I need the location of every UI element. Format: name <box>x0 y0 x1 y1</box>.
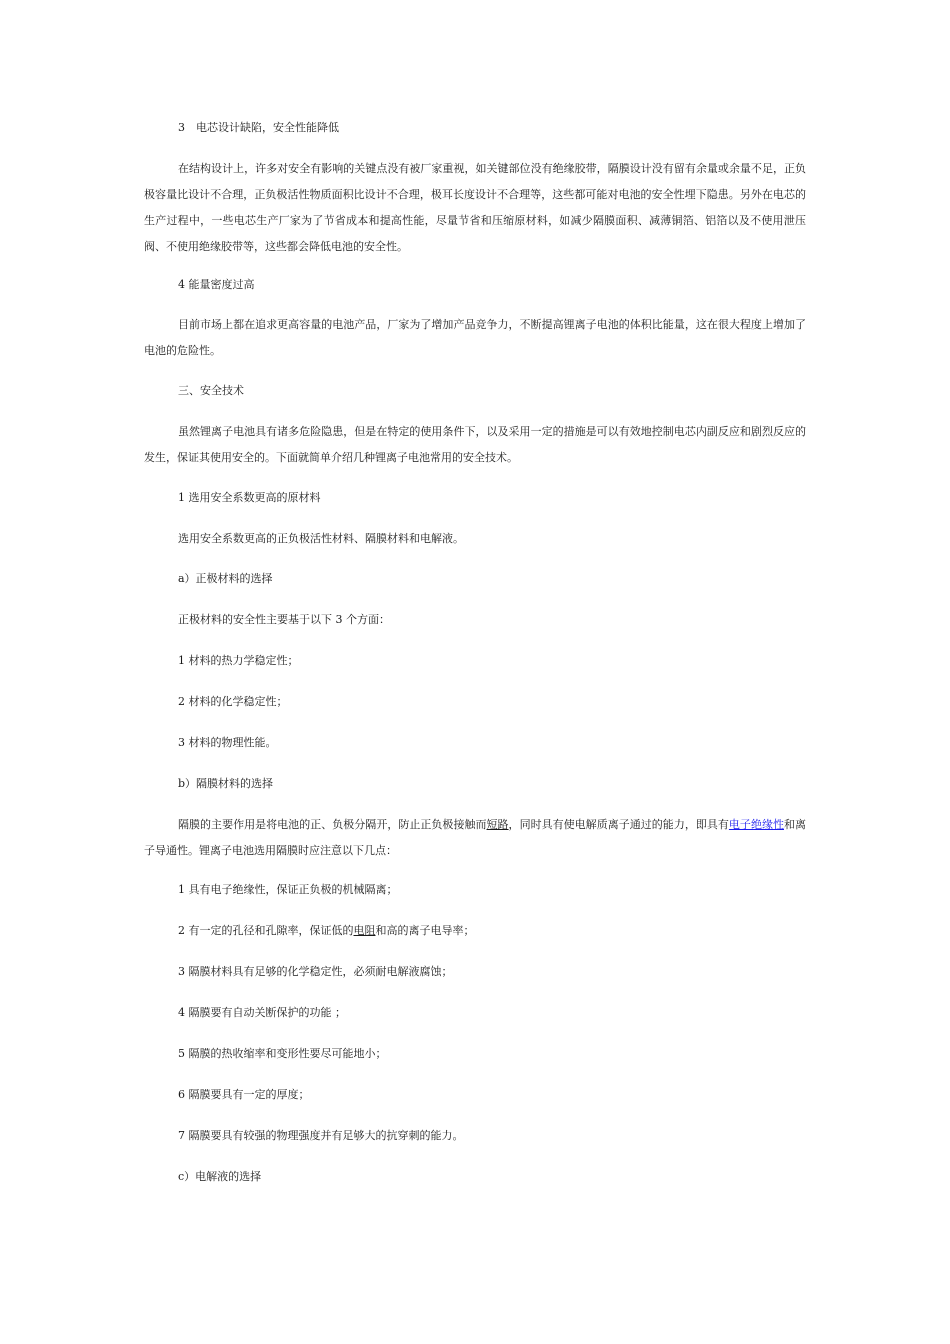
resistance-link[interactable]: 电阻 <box>353 924 376 937</box>
separator-item2-text-1: 2 有一定的孔径和孔隙率，保证低的 <box>178 924 354 937</box>
paragraph-cathode-intro: 正极材料的安全性主要基于以下 3 个方面： <box>178 613 390 626</box>
list-item-cathode-1: 1 材料的热力学稳定性； <box>178 654 299 667</box>
list-item-separator-2 <box>144 918 806 944</box>
list-item-separator-4: 4 隔膜要有自动关断保护的功能 ； <box>178 1006 346 1019</box>
paragraph-energy-density: 目前市场上都在追求更高容量的电池产品，厂家为了增加产品竞争力，不断提高锂离子电池的体积比能量，这在很大程度上增加了电池的危险性。 <box>144 318 806 357</box>
list-item-cathode-3: 3 材料的物理性能。 <box>178 736 277 749</box>
separator-text-1: 隔膜的主要作用是将电池的正、负极分隔开，防止正负极接触而 <box>178 818 487 831</box>
list-item-separator-6: 6 隔膜要具有一定的厚度； <box>178 1088 310 1101</box>
list-item-cathode-2: 2 材料的化学稳定性； <box>178 695 288 708</box>
list-item-separator-5: 5 隔膜的热收缩率和变形性要尽可能地小； <box>178 1047 387 1060</box>
separator-text-3: 和离子导通性。锂离子电池选用隔膜时应注意以下几点： <box>144 818 807 857</box>
section-heading-design-defect: 3 电芯设计缺陷，安全性能降低 <box>178 121 339 134</box>
list-item-separator-1: 1 具有电子绝缘性，保证正负极的机械隔离； <box>178 883 398 896</box>
separator-item2-text-2: 和高的离子电导率； <box>375 924 475 937</box>
section-heading-cathode: a）正极材料的选择 <box>178 572 273 585</box>
section-heading-electrolyte: c）电解液的选择 <box>178 1170 262 1183</box>
section-heading-separator: b）隔膜材料的选择 <box>178 777 274 790</box>
list-item-separator-3: 3 隔膜材料具有足够的化学稳定性，必须耐电解液腐蚀； <box>178 965 453 978</box>
paragraph-raw-materials: 选用安全系数更高的正负极活性材料、隔膜材料和电解液。 <box>178 532 464 545</box>
short-circuit-link[interactable]: 短路 <box>486 818 509 831</box>
separator-text-2: ，同时具有使电解质离子通过的能力，即具有 <box>508 818 729 831</box>
electronic-insulation-link[interactable]: 电子绝缘性 <box>728 818 784 831</box>
paragraph-safety-tech: 虽然锂离子电池具有诸多危险隐患，但是在特定的使用条件下，以及采用一定的措施是可以有效地控制电芯内副反应和剧烈反应的发生，保证其使用安全的。下面就简单介绍几种锂离子电池常用的安全技术。 <box>144 425 806 464</box>
section-heading-energy-density: 4 能量密度过高 <box>178 278 255 291</box>
section-heading-safety-tech: 三、安全技术 <box>178 384 244 397</box>
paragraph-design-defect: 在结构设计上，许多对安全有影响的关键点没有被厂家重视，如关键部位没有绝缘胶带，隔膜设计没有留有余量或余量不足，正负极容量比设计不合理，正负极活性物质面积比设计不合理，极耳长度设计不合理等，这些都可能对电池的安全性埋下隐患。另外在电芯的生产过程中，一些电芯生产厂家为了节省成本和提高性能，尽量节省和压缩原材料，如减少隔膜面积、减薄铜箔、铝箔以及不使用泄压阀、不使用绝缘胶带等，这些都会降低电池的安全性。 <box>144 162 806 253</box>
section-heading-raw-materials: 1 选用安全系数更高的原材料 <box>178 491 321 504</box>
list-item-separator-7: 7 隔膜要具有较强的物理强度并有足够大的抗穿刺的能力。 <box>178 1129 464 1142</box>
paragraph-separator <box>144 812 806 864</box>
